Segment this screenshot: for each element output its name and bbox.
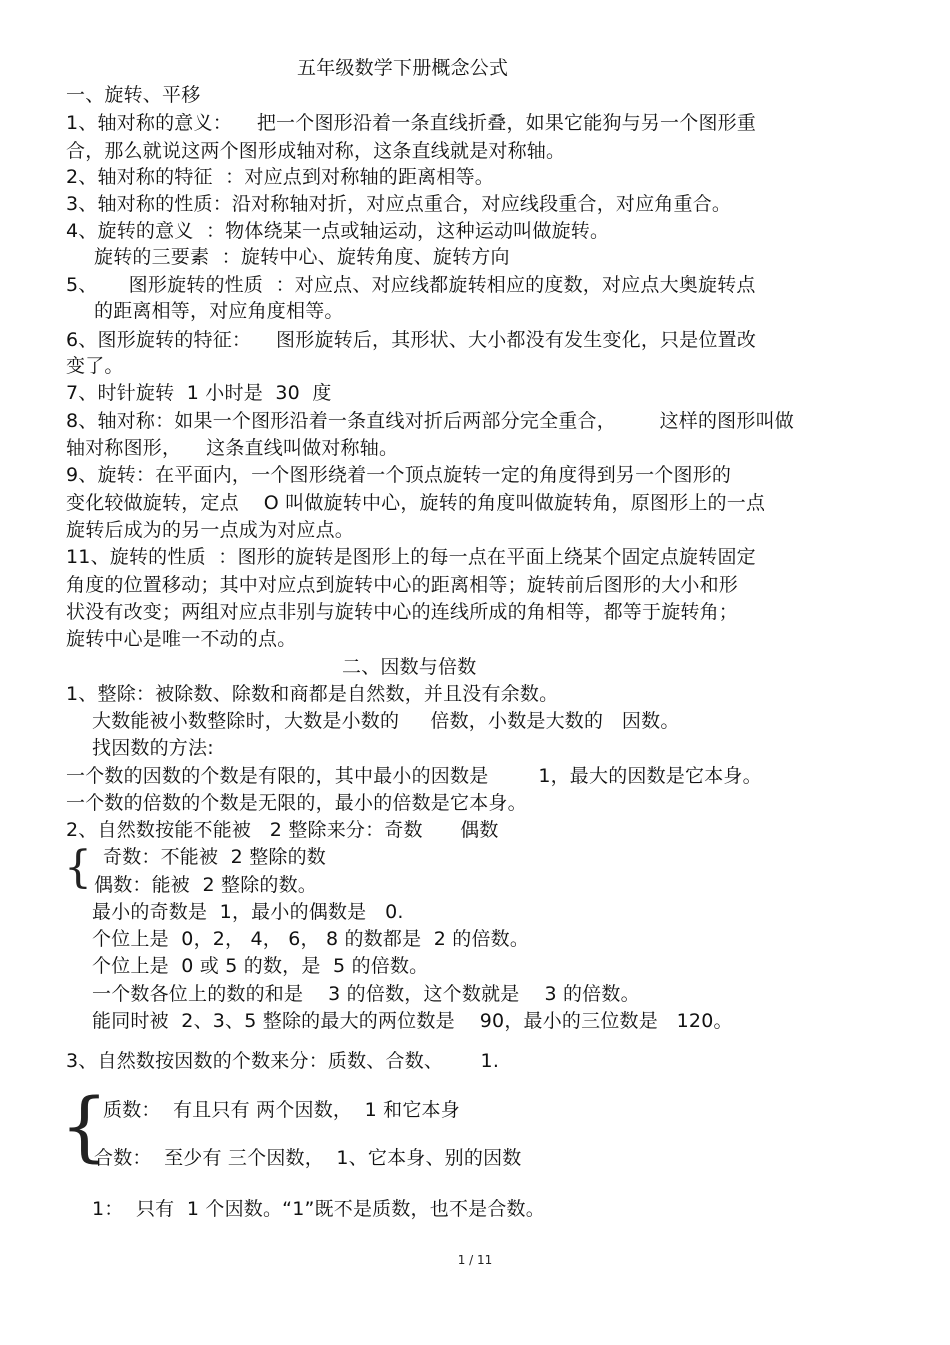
text-line: 9、旋转：在平面内，一个图形绕着一个顶点旋转一定的角度得到另一个图形的 xyxy=(66,464,732,486)
left-brace-icon: { xyxy=(60,1081,109,1170)
text-line: 合，那么就说这两个图形成轴对称，这条直线就是对称轴。 xyxy=(66,140,566,162)
text-line: 个位上是 0，2， 4， 6， 8 的数都是 2 的倍数。 xyxy=(92,928,530,950)
document-title: 五年级数学下册概念公式 xyxy=(297,57,509,79)
page-number: 1 / 11 xyxy=(457,1253,493,1267)
text-line: 旋转后成为的另一点成为对应点。 xyxy=(66,519,355,541)
text-line: 的距离相等，对应角度相等。 xyxy=(94,300,344,322)
text-line: 2、轴对称的特征 ：对应点到对称轴的距离相等。 xyxy=(66,166,494,188)
text-line: 质数： 有且只有 两个因数， 1 和它本身 xyxy=(103,1099,460,1121)
text-line: 8、轴对称：如果一个图形沿着一条直线对折后两部分完全重合， 这样的图形叫做 xyxy=(66,410,794,432)
text-line: 找因数的方法: xyxy=(92,737,214,759)
text-line: 旋转的三要素 ：旋转中心、旋转角度、旋转方向 xyxy=(94,246,510,268)
text-line: 5、 图形旋转的性质 ：对应点、对应线都旋转相应的度数，对应点大奥旋转点 xyxy=(66,274,756,296)
text-line: 一个数的倍数的个数是无限的，最小的倍数是它本身。 xyxy=(66,792,527,814)
text-line: 变了。 xyxy=(66,355,124,377)
text-line: 4、旋转的意义 ：物体绕某一点或轴运动，这种运动叫做旋转。 xyxy=(66,220,610,242)
text-line: 一个数各位上的数的和是 3 的倍数，这个数就是 3 的倍数。 xyxy=(92,983,640,1005)
text-line: 大数能被小数整除时，大数是小数的 倍数，小数是大数的 因数。 xyxy=(92,710,680,732)
text-line: 7、时针旋转 1 小时是 30 度 xyxy=(66,382,332,404)
text-line: 6、图形旋转的特征： 图形旋转后，其形状、大小都没有发生变化，只是位置改 xyxy=(66,329,757,351)
text-line: 1： 只有 1 个因数。“1”既不是质数，也不是合数。 xyxy=(92,1198,545,1220)
section-heading: 二、因数与倍数 xyxy=(342,656,477,678)
text-line: 2、自然数按能不能被 2 整除来分：奇数 偶数 xyxy=(66,819,499,841)
text-line: 1、整除：被除数、除数和商都是自然数，并且没有余数。 xyxy=(66,683,559,705)
section-heading: 一、旋转、平移 xyxy=(66,84,201,106)
text-line: 偶数：能被 2 整除的数。 xyxy=(94,874,318,896)
text-line: 3、轴对称的性质：沿对称轴对折，对应点重合，对应线段重合，对应角重合。 xyxy=(66,193,732,215)
text-line: 奇数：不能被 2 整除的数 xyxy=(103,846,327,868)
text-line: 轴对称图形， 这条直线叫做对称轴。 xyxy=(66,437,399,459)
left-brace-icon: { xyxy=(64,842,92,893)
text-line: 能同时被 2、3、5 整除的最大的两位数是 90，最小的三位数是 120。 xyxy=(92,1010,733,1032)
text-line: 变化较做旋转，定点 O 叫做旋转中心，旋转的角度叫做旋转角，原图形上的一点 xyxy=(66,492,766,514)
text-line: 1、轴对称的意义： 把一个图形沿着一条直线折叠，如果它能狗与另一个图形重 xyxy=(66,112,757,134)
text-line: 角度的位置移动；其中对应点到旋转中心的距离相等；旋转前后图形的大小和形 xyxy=(66,574,739,596)
text-line: 旋转中心是唯一不动的点。 xyxy=(66,628,297,650)
text-line: 11、旋转的性质 ：图形的旋转是图形上的每一点在平面上绕某个固定点旋转固定 xyxy=(66,546,756,568)
text-line: 一个数的因数的个数是有限的，其中最小的因数是 1，最大的因数是它本身。 xyxy=(66,765,762,787)
text-line: 最小的奇数是 1，最小的偶数是 0. xyxy=(92,901,404,923)
text-line: 个位上是 0 或 5 的数，是 5 的倍数。 xyxy=(92,955,429,977)
text-line: 合数： 至少有 三个因数， 1、它本身、别的因数 xyxy=(94,1147,522,1169)
text-line: 3、自然数按因数的个数来分：质数、合数、 1. xyxy=(66,1050,500,1072)
text-line: 状没有改变；两组对应点非别与旋转中心的连线所成的角相等，都等于旋转角； xyxy=(66,601,739,623)
